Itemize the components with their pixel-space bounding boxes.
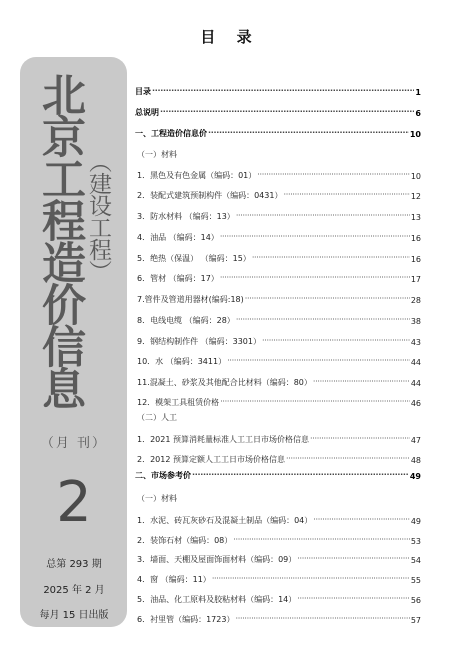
- toc-entry-title: 2．2012 预算定额人工工日市场价格信息: [137, 455, 285, 464]
- toc-leader-dots: [152, 86, 414, 97]
- toc-entry-page: 10: [409, 130, 421, 139]
- toc-leader-dots: [297, 594, 410, 605]
- toc-entry[interactable]: [135, 533, 421, 546]
- toc-entry[interactable]: [135, 313, 421, 326]
- toc-leader-dots: [233, 535, 410, 546]
- toc-entry[interactable]: [135, 513, 421, 526]
- toc-entry-title: 2．装配式建筑预制构件（编码：0431）: [137, 191, 283, 200]
- toc-entry-title: 1．2021 预算消耗量标准人工工日市场价格信息: [137, 435, 309, 444]
- toc-leader-dots: [220, 273, 410, 284]
- toc-entry[interactable]: [135, 84, 421, 97]
- toc-entry-title: 目录: [135, 87, 151, 96]
- toc-leader-dots: [297, 554, 410, 565]
- toc-entry[interactable]: [135, 188, 421, 201]
- toc-entry[interactable]: [135, 334, 421, 347]
- toc-entry-title: 10．水 （编码：3411）: [137, 357, 227, 366]
- toc-entry[interactable]: [135, 251, 421, 264]
- toc-subheading: （一）材料: [137, 494, 177, 503]
- toc-leader-dots: [220, 397, 410, 408]
- publish-day: 每月 15 日出版: [39, 610, 109, 621]
- toc-entry[interactable]: [135, 552, 421, 565]
- toc-entry[interactable]: [135, 209, 421, 222]
- toc-entry-page: 54: [410, 556, 421, 565]
- toc-entry-page: 16: [410, 234, 421, 243]
- toc-leader-dots: [313, 377, 410, 388]
- toc-leader-dots: [245, 294, 410, 305]
- toc-entry-page: 13: [410, 213, 421, 222]
- toc-leader-dots: [262, 336, 410, 347]
- toc-entry-title: 1．水泥、砖瓦灰砂石及混凝土制品（编码：04）: [137, 516, 313, 525]
- toc-subheading: （一）材料: [137, 150, 177, 159]
- toc-entry-page: 57: [410, 616, 421, 625]
- toc-entry-page: 43: [410, 338, 421, 347]
- toc-entry-page: 10: [410, 172, 421, 181]
- toc-entry[interactable]: [135, 395, 421, 408]
- toc-entry-page: 6: [415, 109, 421, 118]
- toc-leader-dots: [283, 190, 409, 201]
- toc-entry-title: 总说明: [135, 108, 159, 117]
- toc-entry[interactable]: [135, 230, 421, 243]
- toc-leader-dots: [160, 107, 414, 118]
- toc-subheading: （二）人工: [137, 413, 177, 422]
- toc-entry-page: 16: [410, 255, 421, 264]
- toc-leader-dots: [236, 315, 410, 326]
- toc-entry[interactable]: [135, 126, 421, 139]
- toc-entry-page: 46: [410, 399, 421, 408]
- toc-leader-dots: [286, 454, 410, 465]
- toc-leader-dots: [220, 232, 410, 243]
- toc-entry[interactable]: [135, 292, 421, 305]
- toc-leader-dots: [236, 211, 410, 222]
- toc-entry[interactable]: [135, 375, 421, 388]
- toc-leader-dots: [192, 470, 409, 481]
- toc-entry-page: 12: [410, 192, 421, 201]
- toc-leader-dots: [313, 515, 410, 526]
- toc-entry[interactable]: [135, 612, 421, 625]
- toc-entry-title: 7.管件及管道用器材(编码:18): [137, 295, 244, 304]
- toc-entry-page: 38: [410, 317, 421, 326]
- toc-entry-page: 28: [410, 296, 421, 305]
- toc-entry-page: 55: [410, 576, 421, 585]
- publication-title: 北京工程造价信息: [34, 72, 85, 408]
- frequency-label: （月 刊）: [40, 436, 108, 451]
- toc-entry-title: 3．防水材料 （编码：13）: [137, 212, 235, 221]
- toc-entry[interactable]: [135, 592, 421, 605]
- toc-entry[interactable]: [135, 572, 421, 585]
- toc-entry[interactable]: [135, 105, 421, 118]
- toc-entry-page: 48: [410, 456, 421, 465]
- toc-leader-dots: [252, 253, 410, 264]
- toc-entry-page: 53: [410, 537, 421, 546]
- toc-heading: 目 录: [200, 28, 260, 46]
- toc-entry-title: 2．装饰石材（编码：08）: [137, 536, 233, 545]
- toc-entry[interactable]: [135, 168, 421, 181]
- issue-date: 2025 年 2 月: [43, 585, 105, 596]
- toc-entry-title: 5．油品、化工原料及胶粘材料（编码：14）: [137, 595, 297, 604]
- toc-entry-title: 6．衬里管（编码：1723）: [137, 615, 235, 624]
- toc-leader-dots: [257, 170, 410, 181]
- toc-entry[interactable]: [135, 271, 421, 284]
- toc-entry-title: 11.混凝土、砂浆及其他配合比材料（编码：80）: [137, 378, 312, 387]
- toc-entry-title: 4．油品 （编码：14）: [137, 233, 219, 242]
- toc-leader-dots: [235, 614, 409, 625]
- toc-entry-page: 44: [410, 358, 421, 367]
- total-issue: 总第 293 期: [46, 559, 102, 570]
- toc-entry[interactable]: [135, 432, 421, 445]
- issue-number: 2: [56, 470, 92, 535]
- toc-entry[interactable]: [135, 468, 421, 481]
- toc-entry[interactable]: [135, 354, 421, 367]
- toc-entry-page: 17: [410, 275, 421, 284]
- publication-subtitle: （建设工程）: [85, 150, 111, 282]
- toc-entry-title: 一、工程造价信息价: [135, 129, 207, 138]
- toc-leader-dots: [208, 128, 409, 139]
- toc-entry-page: 47: [410, 436, 421, 445]
- toc-leader-dots: [310, 434, 410, 445]
- toc-entry-title: 3．墙面、天棚及屋面饰面材料（编码：09）: [137, 555, 297, 564]
- toc-entry-title: 1．黑色及有色金属（编码：01）: [137, 171, 257, 180]
- toc-entry-page: 49: [410, 517, 421, 526]
- toc-leader-dots: [212, 574, 410, 585]
- toc-entry-page: 56: [410, 596, 421, 605]
- toc-entry-page: 1: [415, 88, 421, 97]
- toc-entry-title: 二、市场参考价: [135, 471, 191, 480]
- toc-entry-title: 6．管材 （编码：17）: [137, 274, 219, 283]
- toc-leader-dots: [227, 356, 410, 367]
- toc-entry-title: 5．绝热（保温） （编码：15）: [137, 254, 251, 263]
- toc-entry-title: 9．钢结构制作件 （编码：3301）: [137, 337, 261, 346]
- toc-entry-title: 8．电线电缆 （编码：28）: [137, 316, 235, 325]
- toc-entry-page: 44: [410, 379, 421, 388]
- toc-entry-title: 12．模架工具租赁价格: [137, 398, 220, 407]
- toc-entry[interactable]: [135, 452, 421, 465]
- toc-entry-page: 49: [409, 472, 421, 481]
- toc-entry-title: 4．窗 （编码：11）: [137, 575, 211, 584]
